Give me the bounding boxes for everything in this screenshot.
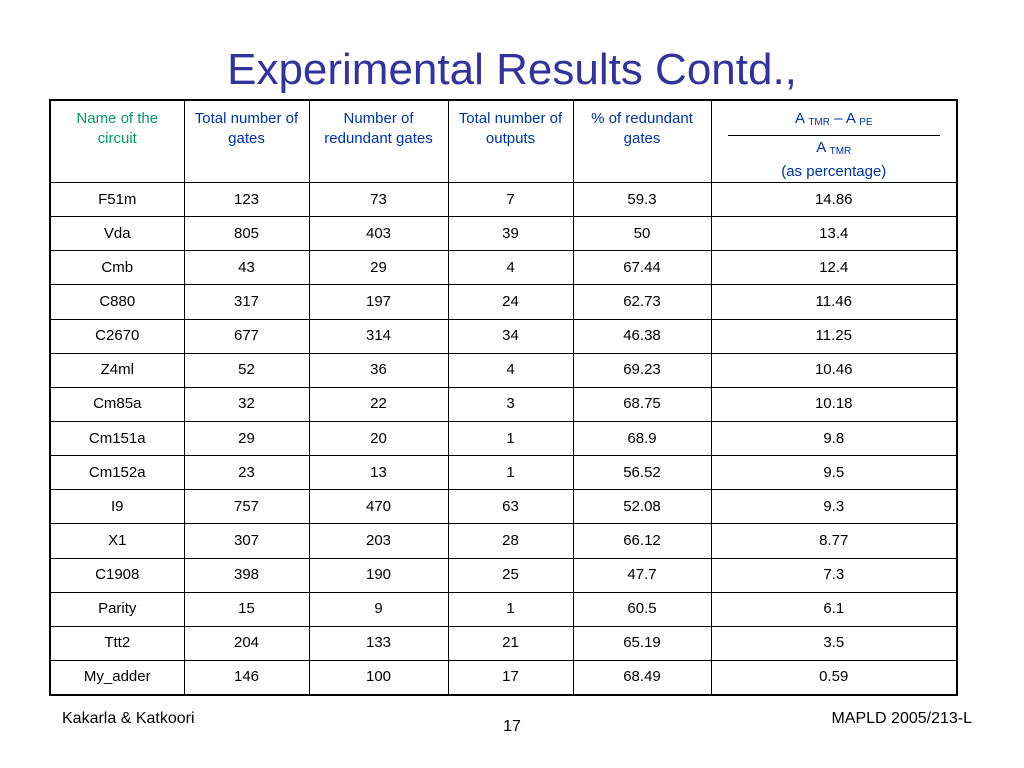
cell-circuit-name: X1 [51, 524, 184, 558]
cell-percent-redundant: 68.75 [573, 387, 711, 421]
cell-total-outputs: 63 [448, 490, 573, 524]
cell-area-ratio: 11.25 [711, 319, 956, 353]
cell-area-ratio: 8.77 [711, 524, 956, 558]
cell-percent-redundant: 68.9 [573, 421, 711, 455]
cell-total-gates: 757 [184, 490, 309, 524]
cell-circuit-name: Cm151a [51, 421, 184, 455]
cell-circuit-name: C2670 [51, 319, 184, 353]
cell-percent-redundant: 60.5 [573, 592, 711, 626]
cell-total-gates: 307 [184, 524, 309, 558]
cell-redundant-gates: 13 [309, 456, 448, 490]
footer-conference: MAPLD 2005/213-L [831, 710, 972, 727]
header-area-ratio [711, 101, 956, 183]
cell-circuit-name: Cmb [51, 251, 184, 285]
cell-total-outputs: 39 [448, 217, 573, 251]
table-row [51, 490, 956, 524]
cell-total-gates: 123 [184, 183, 309, 217]
area-ratio-denominator: A $_{TMR}$ [816, 139, 852, 157]
cell-redundant-gates: 190 [309, 558, 448, 592]
results-table [51, 101, 956, 694]
cell-percent-redundant: 56.52 [573, 456, 711, 490]
table-row [51, 353, 956, 387]
area-ratio-note: (as percentage) [781, 163, 887, 180]
cell-percent-redundant: 67.44 [573, 251, 711, 285]
cell-percent-redundant: 65.19 [573, 626, 711, 660]
table-row [51, 183, 956, 217]
table-row [51, 319, 956, 353]
cell-redundant-gates: 314 [309, 319, 448, 353]
table-body [51, 183, 956, 695]
cell-area-ratio: 10.46 [711, 353, 956, 387]
cell-percent-redundant: 68.49 [573, 660, 711, 694]
cell-redundant-gates: 36 [309, 353, 448, 387]
table-header-row [51, 101, 956, 183]
cell-circuit-name: C880 [51, 285, 184, 319]
cell-total-gates: 805 [184, 217, 309, 251]
cell-redundant-gates: 470 [309, 490, 448, 524]
cell-area-ratio: 10.18 [711, 387, 956, 421]
cell-total-gates: 15 [184, 592, 309, 626]
cell-circuit-name: Parity [51, 592, 184, 626]
cell-total-gates: 677 [184, 319, 309, 353]
cell-percent-redundant: 50 [573, 217, 711, 251]
cell-total-gates: 52 [184, 353, 309, 387]
footer-authors: Kakarla & Katkoori [62, 710, 195, 727]
table-row [51, 626, 956, 660]
table-row [51, 217, 956, 251]
cell-total-outputs: 28 [448, 524, 573, 558]
cell-total-outputs: 1 [448, 592, 573, 626]
cell-circuit-name: C1908 [51, 558, 184, 592]
cell-area-ratio: 0.59 [711, 660, 956, 694]
cell-area-ratio: 14.86 [711, 183, 956, 217]
cell-redundant-gates: 197 [309, 285, 448, 319]
cell-area-ratio: 9.8 [711, 421, 956, 455]
cell-total-outputs: 21 [448, 626, 573, 660]
cell-redundant-gates: 133 [309, 626, 448, 660]
cell-circuit-name: Cm85a [51, 387, 184, 421]
cell-redundant-gates: 403 [309, 217, 448, 251]
cell-area-ratio: 12.4 [711, 251, 956, 285]
cell-area-ratio: 3.5 [711, 626, 956, 660]
page-number: 17 [503, 718, 521, 735]
cell-area-ratio: 11.46 [711, 285, 956, 319]
cell-circuit-name: F51m [51, 183, 184, 217]
cell-redundant-gates: 203 [309, 524, 448, 558]
cell-percent-redundant: 46.38 [573, 319, 711, 353]
cell-circuit-name: Ttt2 [51, 626, 184, 660]
cell-percent-redundant: 62.73 [573, 285, 711, 319]
results-table-container [49, 99, 958, 696]
cell-percent-redundant: 69.23 [573, 353, 711, 387]
table-row [51, 592, 956, 626]
cell-percent-redundant: 66.12 [573, 524, 711, 558]
cell-total-outputs: 4 [448, 251, 573, 285]
table-row [51, 524, 956, 558]
cell-redundant-gates: 73 [309, 183, 448, 217]
cell-total-gates: 204 [184, 626, 309, 660]
table-row [51, 558, 956, 592]
header-percent-redundant: % of redundant gates [573, 101, 711, 183]
area-ratio-numerator: A $_{TMR}$ – A $_{PE}$ [728, 109, 941, 136]
cell-total-outputs: 7 [448, 183, 573, 217]
cell-circuit-name: Z4ml [51, 353, 184, 387]
cell-total-outputs: 1 [448, 456, 573, 490]
header-redundant-gates: Number of redundant gates [309, 101, 448, 183]
cell-redundant-gates: 29 [309, 251, 448, 285]
header-total-outputs: Total number of outputs [448, 101, 573, 183]
cell-redundant-gates: 9 [309, 592, 448, 626]
table-row [51, 421, 956, 455]
cell-total-gates: 32 [184, 387, 309, 421]
cell-redundant-gates: 100 [309, 660, 448, 694]
header-total-gates: Total number of gates [184, 101, 309, 183]
cell-total-outputs: 34 [448, 319, 573, 353]
cell-area-ratio: 9.3 [711, 490, 956, 524]
cell-circuit-name: Vda [51, 217, 184, 251]
table-row [51, 285, 956, 319]
cell-total-outputs: 17 [448, 660, 573, 694]
header-circuit-name: Name of the circuit [51, 101, 184, 183]
cell-total-gates: 398 [184, 558, 309, 592]
cell-circuit-name: Cm152a [51, 456, 184, 490]
table-row [51, 456, 956, 490]
cell-total-outputs: 24 [448, 285, 573, 319]
table-row [51, 251, 956, 285]
cell-total-outputs: 4 [448, 353, 573, 387]
cell-total-gates: 29 [184, 421, 309, 455]
cell-total-gates: 23 [184, 456, 309, 490]
table-row [51, 660, 956, 694]
cell-area-ratio: 7.3 [711, 558, 956, 592]
cell-total-gates: 43 [184, 251, 309, 285]
table-row [51, 387, 956, 421]
cell-percent-redundant: 59.3 [573, 183, 711, 217]
cell-circuit-name: My_adder [51, 660, 184, 694]
slide-title: Experimental Results Contd., [227, 45, 797, 94]
cell-percent-redundant: 52.08 [573, 490, 711, 524]
cell-total-gates: 146 [184, 660, 309, 694]
cell-redundant-gates: 22 [309, 387, 448, 421]
cell-percent-redundant: 47.7 [573, 558, 711, 592]
cell-area-ratio: 6.1 [711, 592, 956, 626]
cell-total-gates: 317 [184, 285, 309, 319]
cell-total-outputs: 25 [448, 558, 573, 592]
cell-total-outputs: 3 [448, 387, 573, 421]
cell-area-ratio: 13.4 [711, 217, 956, 251]
cell-total-outputs: 1 [448, 421, 573, 455]
cell-area-ratio: 9.5 [711, 456, 956, 490]
cell-redundant-gates: 20 [309, 421, 448, 455]
cell-circuit-name: I9 [51, 490, 184, 524]
